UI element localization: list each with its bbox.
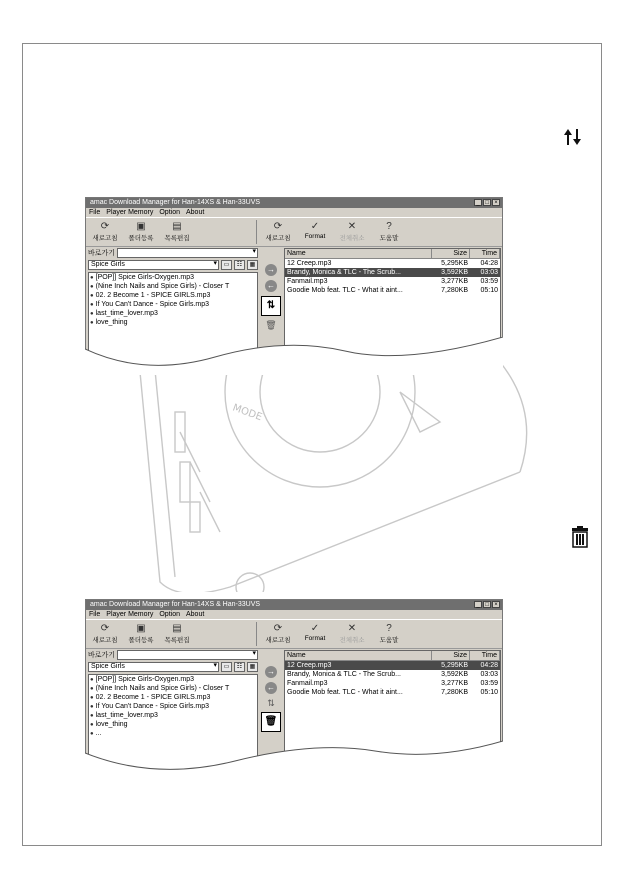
upload-arrow-icon[interactable]: → xyxy=(267,667,275,676)
column-name[interactable]: Name xyxy=(285,651,432,660)
list-item[interactable]: ● If You Can't Dance - Spice Girls.mp3 xyxy=(90,703,210,710)
cancel-all-button[interactable]: ✕ 전체취소 xyxy=(335,220,369,242)
close-button[interactable]: × xyxy=(492,601,500,608)
torn-edge xyxy=(85,739,503,777)
list-item[interactable]: ● If You Can't Dance - Spice Girls.mp3 xyxy=(90,301,210,308)
refresh-icon: ⟳ xyxy=(273,623,283,634)
check-icon: ✓ xyxy=(310,623,320,634)
refresh-icon: ⟳ xyxy=(273,221,283,232)
list-item[interactable]: ● (Nine Inch Nails and Spice Girls) - Closer T xyxy=(90,283,230,290)
maximize-button[interactable]: □ xyxy=(483,601,491,608)
download-manager-screenshot-2 xyxy=(85,599,503,777)
list-item[interactable]: ● (Nine Inch Nails and Spice Girls) - Closer T xyxy=(90,685,230,692)
list-item[interactable]: ● [POP]] Spice Girls-Oxygen.mp3 xyxy=(90,274,195,281)
folder-add-button[interactable]: ▣ 폴더등록 xyxy=(124,220,158,242)
goto-label: 바로가기 xyxy=(88,652,116,659)
column-name[interactable]: Name xyxy=(285,249,432,258)
menu-player-memory[interactable]: Player Memory xyxy=(106,611,154,618)
table-row[interactable]: Fanmail.mp3 3,277KB 03:59 xyxy=(287,278,498,285)
download-arrow-icon[interactable]: ← xyxy=(267,683,275,692)
refresh-icon: ⟳ xyxy=(100,623,110,634)
torn-edge xyxy=(85,337,503,375)
detail-view-icon[interactable]: ▦ xyxy=(247,662,258,672)
list-edit-button[interactable]: ▤ 목록편집 xyxy=(160,220,194,242)
maximize-button[interactable]: □ xyxy=(483,199,491,206)
window-title: amac Download Manager for Han-14XS & Han-33UVS xyxy=(90,199,261,206)
menu-player-memory[interactable]: Player Memory xyxy=(106,209,154,216)
menu-file[interactable]: File xyxy=(89,611,101,618)
table-row-selected[interactable]: 12 Creep.mp3 5,295KB 04:28 xyxy=(287,662,498,669)
table-row[interactable]: Goodie Mob feat. TLC - What it aint... 7,280KB 05:10 xyxy=(287,689,498,696)
cancel-icon: ✕ xyxy=(347,221,357,232)
list-item[interactable]: ● ... xyxy=(90,730,102,737)
list-edit-button[interactable]: ▤ 목록편집 xyxy=(160,622,194,644)
cancel-all-button[interactable]: ✕ 전체취소 xyxy=(335,622,369,644)
transfer-arrows-icon[interactable]: ⇅ xyxy=(267,698,275,708)
download-manager-screenshot-1 xyxy=(85,197,503,375)
help-icon: ? xyxy=(386,623,392,634)
column-size[interactable]: Size xyxy=(432,249,470,258)
up-folder-icon[interactable]: ▭ xyxy=(221,662,232,672)
menu-about[interactable]: About xyxy=(185,611,205,618)
transfer-arrows-icon xyxy=(562,126,584,148)
refresh-right-button[interactable]: ⟳ 새로고침 xyxy=(261,220,295,242)
menu-bar xyxy=(86,610,502,619)
trash-icon[interactable]: 🗑 xyxy=(265,320,277,330)
table-row[interactable]: Brandy, Monica & TLC - The Scrub... 3,592KB 03:03 xyxy=(287,671,498,678)
folder-add-icon: ▣ xyxy=(136,623,146,634)
detail-view-icon[interactable]: ▦ xyxy=(247,260,258,270)
list-item[interactable]: ● [POP]] Spice Girls-Oxygen.mp3 xyxy=(90,676,195,683)
goto-combobox[interactable] xyxy=(117,248,258,258)
trash-button[interactable]: 🗑 xyxy=(261,712,281,732)
toolbar xyxy=(86,217,502,247)
table-row[interactable]: 12 Creep.mp3 5,295KB 04:28 xyxy=(287,260,498,267)
help-button[interactable]: ? 도움말 xyxy=(372,622,406,644)
window-titlebar xyxy=(86,600,502,610)
list-item[interactable]: ● 02. 2 Become 1 - SPICE GIRLS.mp3 xyxy=(90,292,211,299)
list-item[interactable]: ● 02. 2 Become 1 - SPICE GIRLS.mp3 xyxy=(90,694,211,701)
up-folder-icon[interactable]: ▭ xyxy=(221,260,232,270)
help-button[interactable]: ? 도움말 xyxy=(372,220,406,242)
list-item[interactable]: ● last_time_lover.mp3 xyxy=(90,712,158,719)
format-button[interactable]: ✓ Format xyxy=(298,622,332,642)
download-arrow-icon[interactable]: ← xyxy=(267,281,275,290)
folder-add-icon: ▣ xyxy=(136,221,146,232)
check-icon: ✓ xyxy=(310,221,320,232)
refresh-right-button[interactable]: ⟳ 새로고침 xyxy=(261,622,295,644)
mode-label: MODE xyxy=(230,402,264,424)
column-size[interactable]: Size xyxy=(432,651,470,660)
list-item[interactable]: ● love_thing xyxy=(90,319,128,326)
minimize-button[interactable]: _ xyxy=(474,199,482,206)
minimize-button[interactable]: _ xyxy=(474,601,482,608)
folder-select[interactable]: Spice Girls ▾ xyxy=(88,260,219,270)
close-button[interactable]: × xyxy=(492,199,500,206)
device-illustration xyxy=(120,352,540,592)
refresh-left-button[interactable]: ⟳ 새로고침 xyxy=(88,622,122,644)
toolbar-divider xyxy=(256,622,257,646)
goto-combobox[interactable] xyxy=(117,650,258,660)
menu-option[interactable]: Option xyxy=(159,209,180,216)
table-row-selected[interactable]: Brandy, Monica & TLC - The Scrub... 3,592KB 03:03 xyxy=(287,269,498,276)
refresh-left-button[interactable]: ⟳ 새로고침 xyxy=(88,220,122,242)
window-titlebar xyxy=(86,198,502,208)
column-time[interactable]: Time xyxy=(470,651,500,660)
column-time[interactable]: Time xyxy=(470,249,500,258)
refresh-icon: ⟳ xyxy=(100,221,110,232)
list-item[interactable]: ● last_time_lover.mp3 xyxy=(90,310,158,317)
menu-option[interactable]: Option xyxy=(159,611,180,618)
trash-icon xyxy=(569,526,591,548)
transfer-arrows-button[interactable]: ⇅ xyxy=(261,296,281,316)
menu-about[interactable]: About xyxy=(185,209,205,216)
goto-label: 바로가기 xyxy=(88,250,116,257)
toolbar-divider xyxy=(256,220,257,244)
list-view-icon[interactable]: ☷ xyxy=(234,260,245,270)
toolbar xyxy=(86,619,502,649)
folder-select[interactable]: Spice Girls ▾ xyxy=(88,662,219,672)
list-edit-icon: ▤ xyxy=(172,623,182,634)
list-view-icon[interactable]: ☷ xyxy=(234,662,245,672)
folder-add-button[interactable]: ▣ 폴더등록 xyxy=(124,622,158,644)
table-row[interactable]: Fanmail.mp3 3,277KB 03:59 xyxy=(287,680,498,687)
list-item[interactable]: ● love_thing xyxy=(90,721,128,728)
menu-file[interactable]: File xyxy=(89,209,101,216)
format-button[interactable]: ✓ Format xyxy=(298,220,332,240)
list-edit-icon: ▤ xyxy=(172,221,182,232)
menu-bar xyxy=(86,208,502,217)
cancel-icon: ✕ xyxy=(347,623,357,634)
help-icon: ? xyxy=(386,221,392,232)
table-row[interactable]: Goodie Mob feat. TLC - What it aint... 7,280KB 05:10 xyxy=(287,287,498,294)
window-title: amac Download Manager for Han-14XS & Han-33UVS xyxy=(90,601,261,608)
upload-arrow-icon[interactable]: → xyxy=(267,265,275,274)
